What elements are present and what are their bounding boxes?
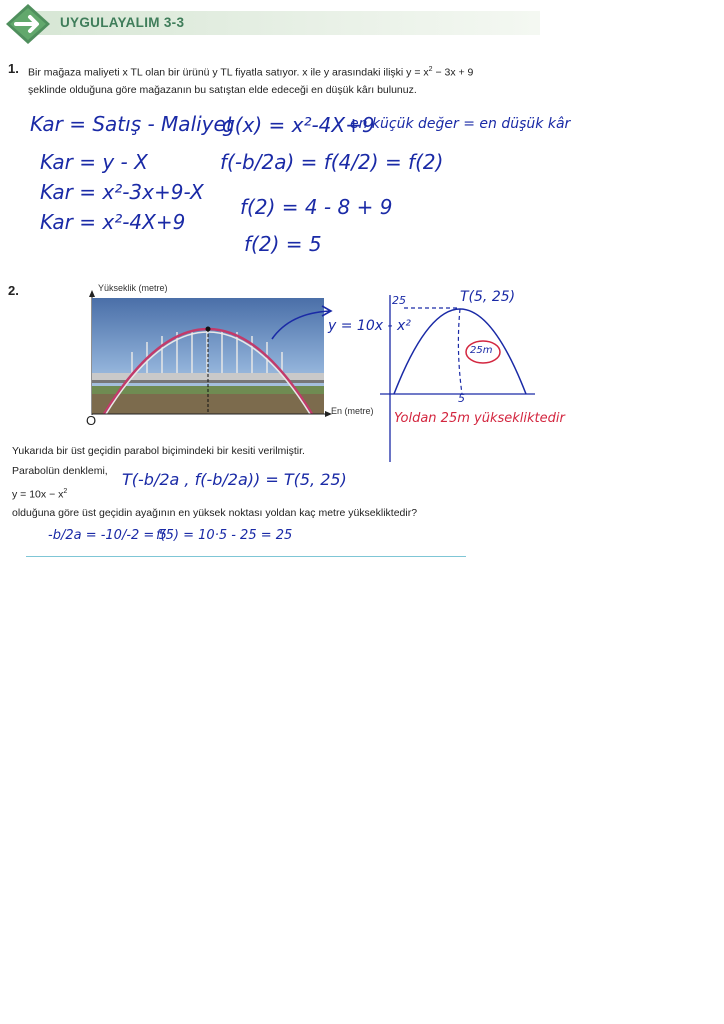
hand-parabola-graph bbox=[380, 290, 550, 465]
question-1-text bbox=[28, 61, 558, 99]
q2-equation bbox=[12, 483, 67, 504]
arrow-logo-icon bbox=[4, 2, 54, 46]
q1-hand-left-1: Kar = Satış - Maliyet bbox=[30, 112, 234, 136]
axis-x-label: En (metre) bbox=[331, 406, 374, 416]
q1-hand-right-4: f(2) = 5 bbox=[244, 232, 322, 256]
q1-line1-end: − 3x + 9 bbox=[432, 66, 474, 79]
question-2-number: 2. bbox=[8, 283, 19, 298]
q2-hand-T: T(-b/2a , f(-b/2a)) = T(5, 25) bbox=[122, 470, 347, 489]
q1-hand-left-3: Kar = x²-3x+9-X bbox=[40, 180, 204, 204]
q1-hand-right-3: f(2) = 4 - 8 + 9 bbox=[240, 195, 393, 219]
q2-hand-equation: y = 10x - x² bbox=[328, 318, 411, 334]
q2-text-2: Parabolün denklemi, bbox=[12, 465, 108, 477]
q2-hand-vertex: -b/2a = -10/-2 = 5 bbox=[48, 528, 167, 543]
graph-peak-label: T(5, 25) bbox=[460, 289, 516, 305]
q1-hand-right-2: f(-b/2a) = f(4/2) = f(2) bbox=[220, 150, 444, 174]
q2-equation-base: y = 10x − x bbox=[12, 488, 64, 501]
page-title: UYGULAYALIM 3-3 bbox=[60, 15, 185, 30]
q1-line2: şeklinde olduğuna göre mağazanın bu satıştan elde edeceği en düşük kârı bulunuz. bbox=[28, 83, 417, 96]
q2-hand-f5: f(5) = 10·5 - 25 = 25 bbox=[156, 528, 293, 543]
graph-height-label: 25m bbox=[470, 345, 493, 356]
question-1-number: 1. bbox=[8, 61, 19, 76]
q1-hand-left-2: Kar = y - X bbox=[40, 150, 148, 174]
q1-hand-right-1: g(x) = x²-4X+9 bbox=[222, 113, 375, 137]
q2-text-1: Yukarıda bir üst geçidin parabol biçimindeki bir kesiti verilmiştir. bbox=[12, 445, 305, 457]
graph-x-tick: 5 bbox=[458, 392, 465, 405]
q1-line1: Bir mağaza maliyeti x TL olan bir ürünü y TL fiyatla satıyor. x ile y arasındaki ilişki y = x bbox=[28, 66, 429, 79]
axis-y-label: Yükseklik (metre) bbox=[98, 283, 168, 293]
q1-hand-left-4: Kar = x²-4X+9 bbox=[40, 210, 186, 234]
graph-conclusion: Yoldan 25m yüksekliktedir bbox=[394, 411, 565, 426]
q2-text-3: olduğuna göre üst geçidin ayağının en yüksek noktası yoldan kaç metre yüksekliktedir? bbox=[12, 507, 418, 519]
q2-equation-exponent: 2 bbox=[63, 488, 68, 495]
graph-y-tick: 25 bbox=[392, 294, 406, 307]
origin-label: O bbox=[86, 413, 97, 428]
q1-exponent: 2 bbox=[428, 66, 433, 73]
divider-line bbox=[26, 556, 466, 557]
q1-hand-right-1b: en küçük değer = en düşük kâr bbox=[350, 116, 571, 132]
